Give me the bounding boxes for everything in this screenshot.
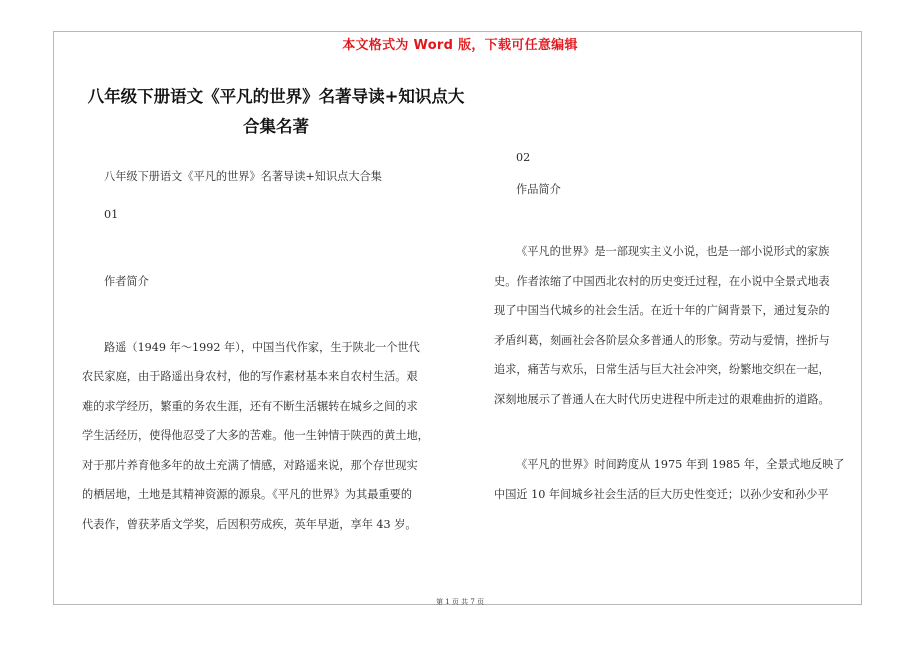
- section-2-number: 02: [516, 151, 531, 164]
- subtitle: 八年级下册语文《平凡的世界》名著导读+知识点大合集: [104, 170, 382, 183]
- title-line-2: 合集名著: [243, 117, 309, 136]
- text-line: 《平凡的世界》是一部现实主义小说，也是一部小说形式的家族: [516, 245, 830, 258]
- right-column: [484, 143, 862, 509]
- section-2-heading: 作品简介: [516, 182, 561, 196]
- text-line: 难的求学经历，繁重的务农生涯，还有不断生活辗转在城乡之间的求: [82, 399, 418, 413]
- text-line: 深刻地展示了普通人在大时代历史进程中所走过的艰难曲折的道路。: [494, 392, 830, 406]
- text-line: 矛盾纠葛，刻画社会各阶层众多普通人的形象。劳动与爱情，挫折与: [494, 333, 830, 347]
- section-1-heading: 作者简介: [104, 275, 149, 288]
- text-line: 农民家庭，由于路遥出身农村，他的写作素材基本来自农村生活。艰: [82, 370, 418, 383]
- text-line: 追求，痛苦与欢乐，日常生活与巨大社会冲突，纷繁地交织在一起，: [494, 363, 830, 376]
- word-format-notice: 本文格式为 Word 版，下载可任意编辑: [342, 38, 578, 53]
- title-line-1: 八年级下册语文《平凡的世界》名著导读+知识点大: [87, 87, 465, 106]
- text-line: 对于那片养育他多年的故土充满了情感，对路遥来说，那个存世现实: [82, 458, 418, 472]
- text-line: 现了中国当代城乡的社会生活。在近十年的广阔背景下，通过复杂的: [494, 304, 830, 317]
- section-1-number: 01: [104, 207, 119, 221]
- text-line: 代表作，曾获茅盾文学奖，后因积劳成疾，英年早逝，享年 43 岁。: [82, 517, 417, 531]
- text-line: 《平凡的世界》时间跨度从 1975 年到 1985 年，全景式地反映了: [516, 458, 845, 471]
- text-line: 中国近 10 年间城乡社会生活的巨大历史性变迁；以孙少安和孙少平: [494, 487, 829, 501]
- text-line: 的栖居地，土地是其精神资源的源泉。《平凡的世界》为其最重要的: [82, 488, 413, 501]
- text-line: 史。作者浓缩了中国西北农村的历史变迁过程，在小说中全景式地表: [494, 274, 830, 288]
- document-title: [82, 82, 470, 142]
- work-intro-paragraph-2: [484, 450, 862, 509]
- page-number: 第 1 页 共 7 页: [435, 598, 485, 606]
- text-line: 路遥（1949 年～1992 年），中国当代作家，生于陕北一个世代: [104, 340, 420, 354]
- author-intro-paragraph: [82, 333, 470, 540]
- text-line: 学生活经历，使得他忍受了大多的苦难。他一生钟情于陕西的黄土地，: [82, 429, 429, 442]
- work-intro-paragraph-1: [484, 237, 862, 414]
- left-column: [82, 82, 470, 539]
